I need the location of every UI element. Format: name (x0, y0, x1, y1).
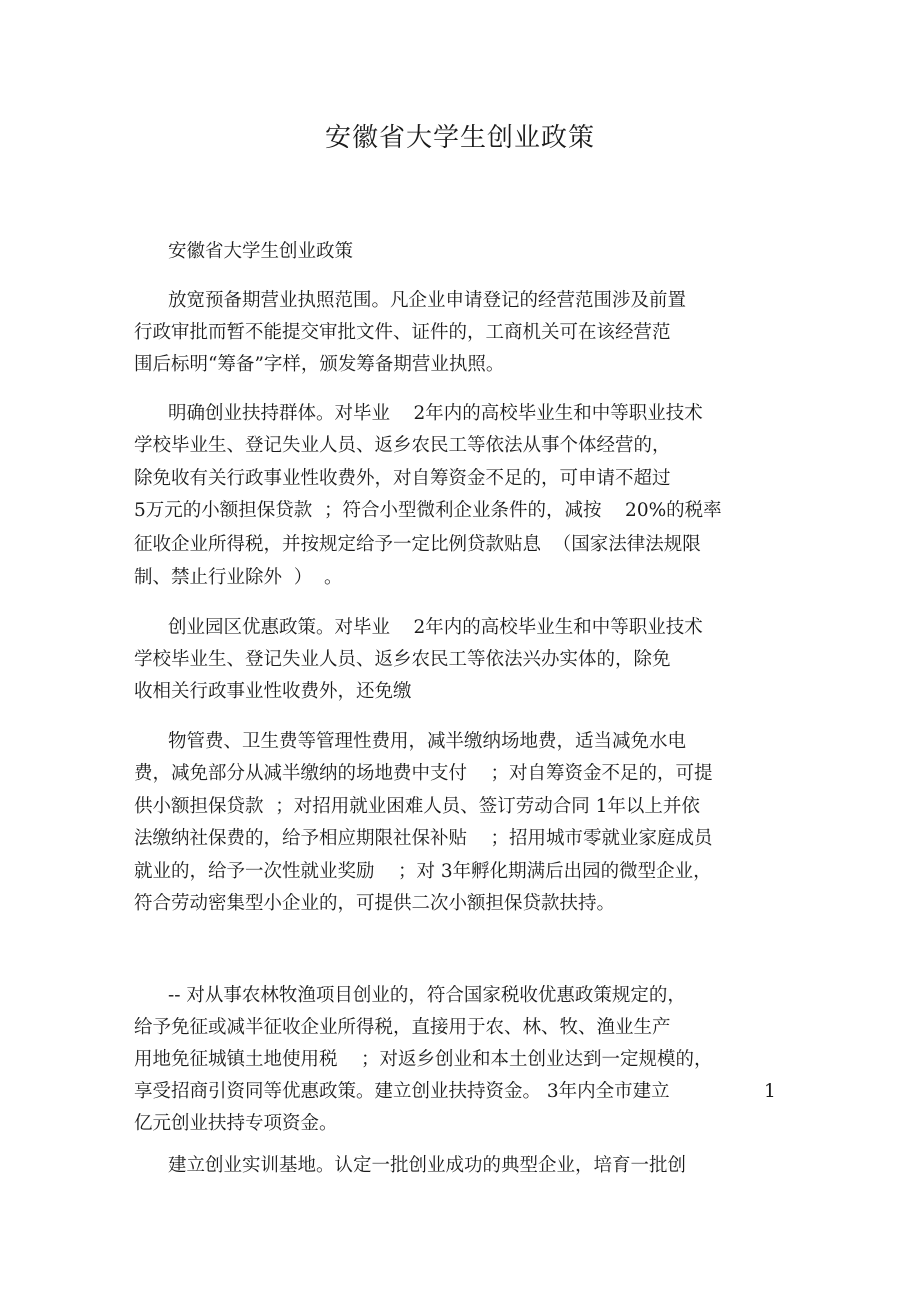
stray-number: 1 (764, 1081, 776, 1102)
paragraph-line: 行政审批而暂不能提交审批文件、证件的，工商机关可在该经营范 (134, 322, 671, 343)
paragraph-line: 亿元创业扶持专项资金。 (134, 1113, 338, 1134)
paragraph-line: -- 对从事农林牧渔项目创业的，符合国家税收优惠政策规定的， (168, 985, 686, 1006)
paragraph-line: 5万元的小额担保贷款 ；符合小型微利企业条件的，减按 20%的税率 (134, 500, 722, 521)
paragraph-line: 收相关行政事业性收费外，还免缴 (134, 681, 412, 702)
paragraph-line: 供小额担保贷款 ；对招用就业困难人员、签订劳动合同 1年以上并依 (134, 796, 700, 817)
paragraph-line: 符合劳动密集型小企业的，可提供二次小额担保贷款扶持。 (134, 893, 616, 914)
paragraph-line: 征收企业所得税，并按规定给予一定比例贷款贴息 （国家法律法规限 (134, 534, 701, 555)
paragraph-line: 制、禁止行业除外 ） 。 (134, 567, 343, 588)
paragraph-line: 建立创业实训基地。认定一批创业成功的典型企业，培育一批创 (168, 1155, 687, 1176)
document-subtitle: 安徽省大学生创业政策 (168, 241, 354, 262)
paragraph-line: 创业园区优惠政策。对毕业 2年内的高校毕业生和中等职业技术 (168, 617, 703, 638)
paragraph-line: 除免收有关行政事业性收费外，对自筹资金不足的，可申请不超过 (134, 468, 671, 489)
paragraph-line: 学校毕业生、登记失业人员、返乡农民工等依法兴办实体的，除免 (134, 649, 671, 670)
paragraph-line: 放宽预备期营业执照范围。凡企业申请登记的经营范围涉及前置 (168, 290, 687, 311)
paragraph-line: 明确创业扶持群体。对毕业 2年内的高校毕业生和中等职业技术 (168, 403, 703, 424)
paragraph-line: 给予免征或减半征收企业所得税，直接用于农、林、牧、渔业生产 (134, 1017, 671, 1038)
paragraph-line: 围后标明“筹备”字样，颁发筹备期营业执照。 (134, 354, 505, 375)
paragraph-line: 费，减免部分从减半缴纳的场地费中支付 ；对自筹资金不足的，可提 (134, 763, 713, 784)
paragraph-line: 用地免征城镇土地使用税 ；对返乡创业和本土创业达到一定规模的， (134, 1049, 713, 1070)
document-title: 安徽省大学生创业政策 (324, 123, 595, 153)
paragraph-line: 享受招商引资同等优惠政策。建立创业扶持资金。 3年内全市建立 (134, 1081, 670, 1102)
paragraph-line: 物管费、卫生费等管理性费用，减半缴纳场地费，适当减免水电 (168, 731, 687, 752)
paragraph-line: 学校毕业生、登记失业人员、返乡农民工等依法从事个体经营的， (134, 435, 671, 456)
paragraph-line: 法缴纳社保费的，给予相应期限社保补贴 ；招用城市零就业家庭成员 (134, 828, 713, 849)
paragraph-line: 就业的，给予一次性就业奖励 ；对 3年孵化期满后出园的微型企业， (134, 861, 712, 882)
